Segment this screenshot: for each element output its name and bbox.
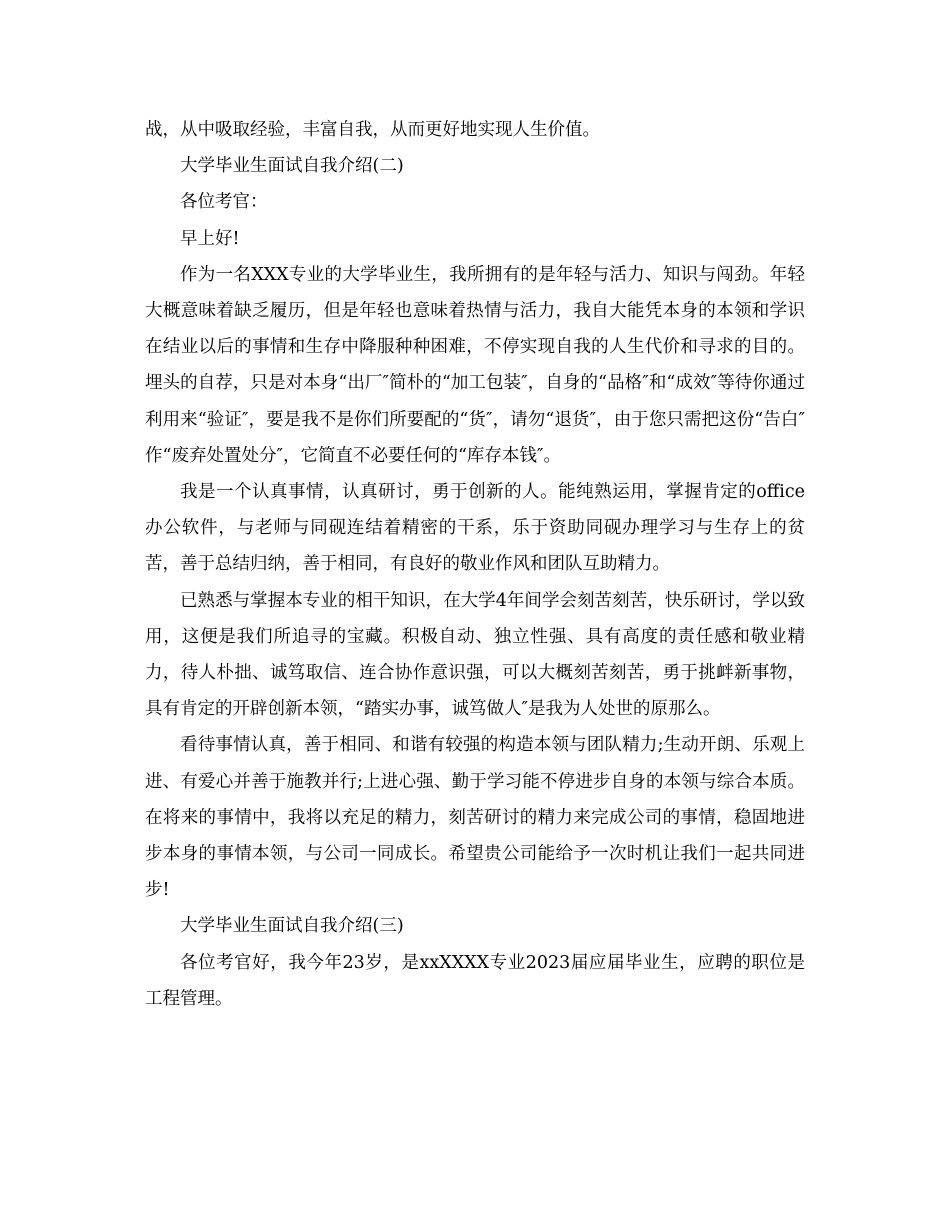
greeting: 早上好! xyxy=(180,228,240,249)
section-heading-3: 大学毕业生面试自我介绍(三) xyxy=(180,916,404,937)
paragraph-opening: 各位考官好，我今年23岁，是xxXXXX专业2023届应届毕业生，应聘的职位是工程管理。 xyxy=(145,952,805,1009)
document-body xyxy=(145,112,805,1017)
paragraph-skills: 我是一个认真事情，认真研讨，勇于创新的人。能纯熟运用，掌握肯定的office办公软件，与老师与同砚连结着精密的干系，乐于资助同砚办理学习与生存上的贫苦，善于总结归纳，善于相同，有良好的敬业作风和团队互助精力。 xyxy=(145,482,805,575)
paragraph-attitude: 看待事情认真，善于相同、和谐有较强的构造本领与团队精力;生动开朗、乐观上进、有爱心并善于施教并行;上进心强、勤于学习能不停进步自身的本领与综合本质。在将来的事情中，我将以充足的精力，刻苦研讨的精力来完成公司的事情，稳固地进步本身的事情本领，与公司一同成长。希望贵公司能给予一次时机让我们一起共同进步! xyxy=(145,735,805,901)
paragraph-continuation: 战，从中吸取经验，丰富自我，从而更好地实现人生价值。 xyxy=(145,120,600,140)
paragraph-intro: 作为一名XXX专业的大学毕业生，我所拥有的是年轻与活力、知识与闯劲。年轻大概意味着缺乏履历，但是年轻也意味着热情与活力，我自大能凭本身的本领和学识在结业以后的事情和生存中降服种种困难，不停实现自我的人生代价和寻求的目的。 埋头的自荐，只是对本身“出厂″简朴的“加工包装″，自身的“品格″和“成效″等待你通过利用来“验证″，要是我不是你们所要配的“货″，请勿“退货″，由于您只需把这份“告白″作“废弃处置处分″，它简直不必要任何的“库存本钱″。 xyxy=(145,264,805,466)
paragraph-knowledge: 已熟悉与掌握本专业的相干知识，在大学4年间学会刻苦刻苦，快乐研讨，学以致用，这便是我们所追寻的宝藏。积极自动、独立性强、具有高度的责任感和敬业精力，待人朴拙、诚笃取信、连合协作意识强，可以大概刻苦刻苦，勇于挑衅新事物，具有肯定的开辟创新本领，“踏实办事，诚笃做人″是我为人处世的原那么。 xyxy=(145,590,805,720)
section-heading-2: 大学毕业生面试自我介绍(二) xyxy=(180,156,404,177)
salutation: 各位考官： xyxy=(180,192,268,213)
